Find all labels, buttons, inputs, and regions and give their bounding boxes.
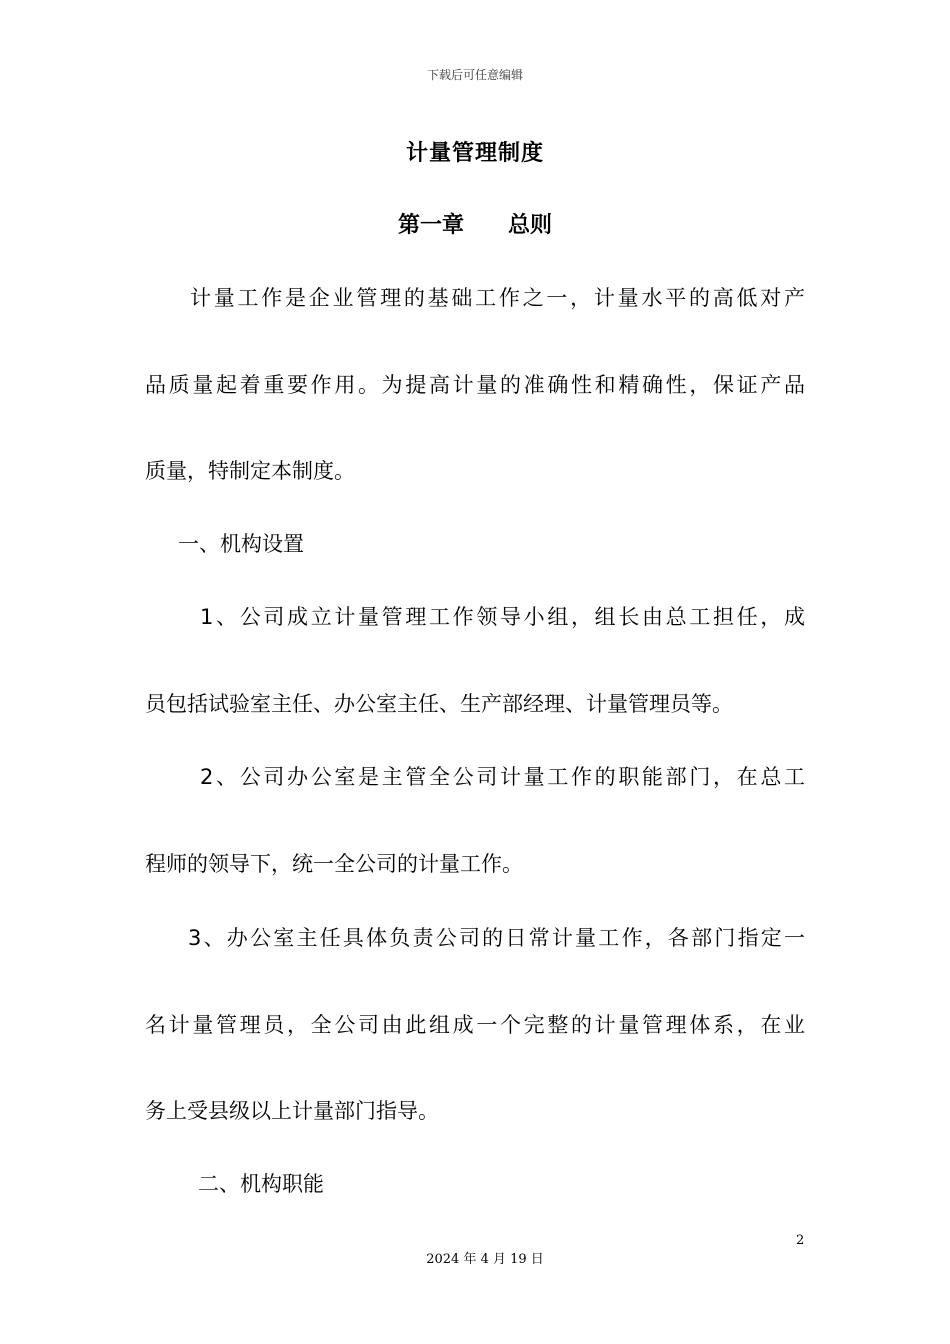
header-note: 下载后可任意编辑 [426, 68, 523, 82]
paragraph-line: 1、公司成立计量管理工作领导小组，组长由总工担任，成 [200, 605, 805, 629]
paragraph-line: 员包括试验室主任、办公室主任、生产部经理、计量管理员等。 [145, 692, 733, 716]
paragraph-line: 务上受县级以上计量部门指导。 [145, 1099, 439, 1123]
paragraph-line: 计量工作是企业管理的基础工作之一，计量水平的高低对产 [190, 286, 805, 310]
chapter-name: 总则 [508, 213, 553, 238]
document-title: 计量管理制度 [405, 141, 544, 166]
paragraph-line: 3、办公室主任具体负责公司的日常计量工作，各部门指定一 [188, 926, 805, 950]
section-heading: 一、机构设置 [178, 532, 304, 556]
paragraph-line: 2、公司办公室是主管全公司计量工作的职能部门，在总工 [200, 765, 805, 789]
page-number: 2 [796, 1233, 805, 1248]
paragraph-line: 程师的领导下，统一全公司的计量工作。 [145, 852, 523, 876]
footer-date: 2024 年 4 月 19 日 [426, 1252, 544, 1267]
paragraph-line: 质量，特制定本制度。 [145, 459, 355, 483]
section-heading: 二、机构职能 [198, 1172, 324, 1196]
paragraph-line: 名计量管理员，全公司由此组成一个完整的计量管理体系，在业 [145, 1013, 805, 1037]
paragraph-line: 品质量起着重要作用。为提高计量的准确性和精确性，保证产品 [145, 373, 805, 397]
chapter-number: 第一章 [397, 213, 464, 238]
chapter-heading [0, 208, 950, 239]
